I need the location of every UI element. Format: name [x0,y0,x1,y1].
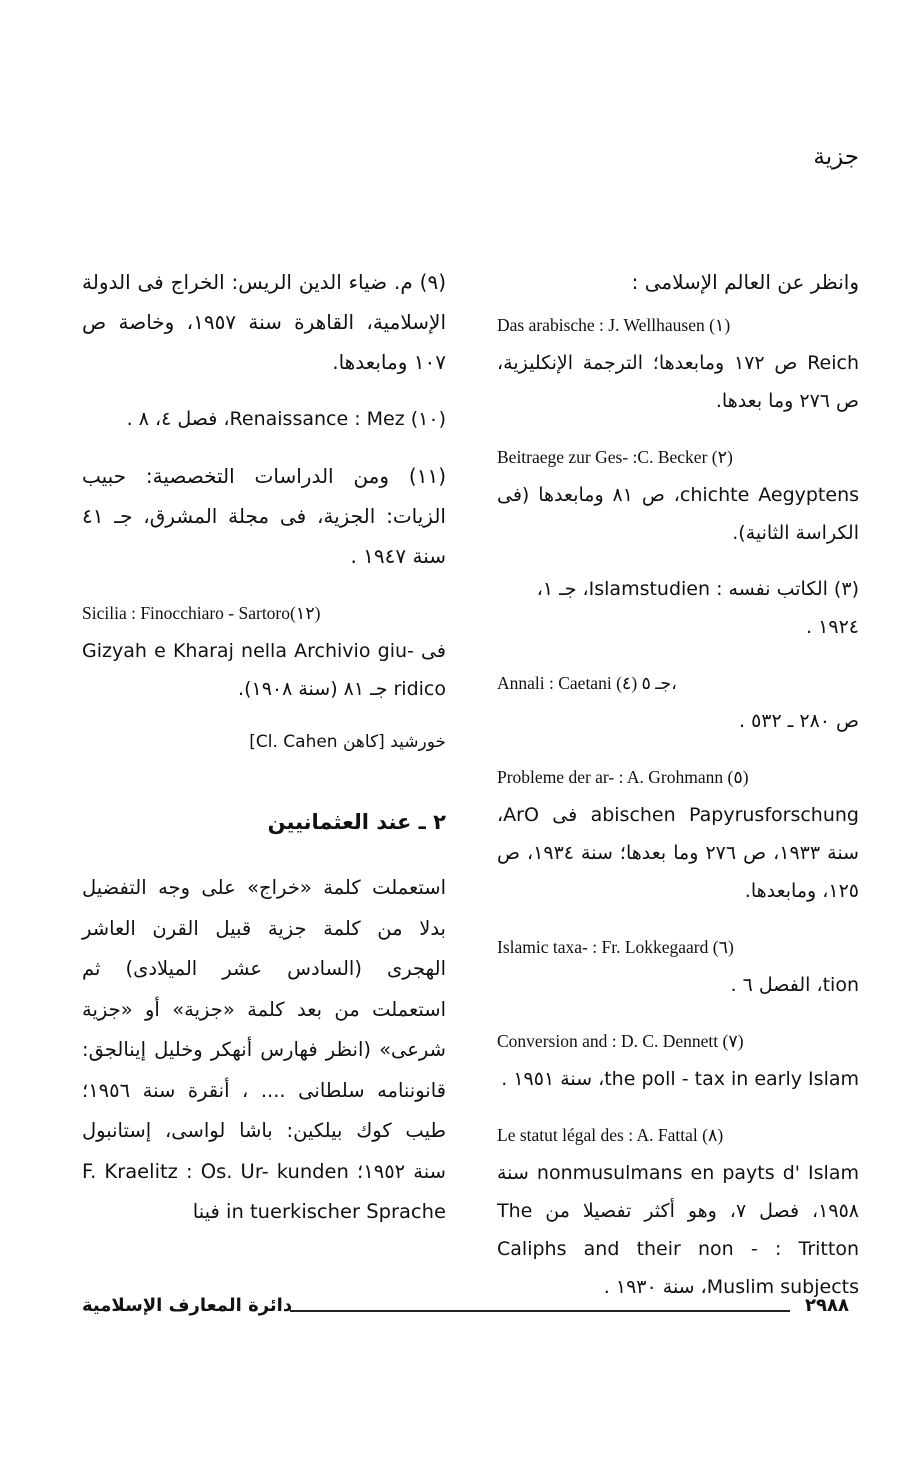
footnote-7-latin: Conversion and : D. C. Dennett (٧) [497,1031,744,1051]
footnote-11 [82,456,446,576]
footnote-10-arabic: (١٠) Renaissance : Mez، فصل ٤، ٨ . [126,408,446,430]
footnote-8-arabic: nonmusulmans en payts d' Islam سنة ١٩٥٨، فصل ٧، وهو أكثر تفصيلا من The Caliphs and their non - : Tritton Muslim subjects، سنة ١٩٣٠ . [497,1162,859,1298]
footer-encyclopedia-title: دائرة المعارف الإسلامية [82,1295,293,1316]
footnote-1-latin: Das arabische : J. Wellhausen (١) [497,315,731,335]
right-column [497,262,859,1324]
footnote-4-arabic: ص ٢٨٠ ـ ٥٣٢ . [738,710,859,732]
footnote-12-arabic: فى Gizyah e Kharaj nella Archivio giu- ridico جـ ٨١ (سنة ١٩٠٨). [82,640,446,700]
footnote-2-latin: Beitraege zur Ges- :C. Becker (٢) [497,447,733,467]
footnote-3-arabic: ١٩٢٤ . [806,616,859,638]
footnote-3 [497,570,859,646]
footnote-1-arabic: Reich ص ١٧٢ ومابعدها؛ الترجمة الإنكليزية، ص ٢٧٦ وما بعدها. [497,352,859,412]
footnote-12-latin: Sicilia : Finocchiaro - Sartoro(١٢) [82,603,321,623]
footnote-6-latin: Islamic taxa- : Fr. Lokkegaard (٦) [497,937,734,957]
page-header-word: جزية [813,144,859,170]
footnote-6 [497,928,859,1004]
section-paragraph: استعملت كلمة «خراج» على وجه التفضيل بدلا من كلمة جزية قبيل القرن العاشر الهجرى (السادس عشر الميلادى) ثم استعملت من بعد كلمة «جزية» أو «جزية شرعى» (انظر فهارس أنهكر وخليل إينالجق: قانوننامه سلطانى .... ، أنقرة سنة ١٩٥٦؛ طيب كوك بيلكين: باشا لواسى، إستانبول سنة ١٩٥٢؛ F. Kraelitz : Os. Ur- kunden in tuerkischer Sprache فينا [82,876,446,1223]
references-intro: وانظر عن العالم الإسلامى : [631,270,859,294]
footer-page-number: ٢٩٨٨ [805,1295,849,1316]
footnote-7-arabic: the poll - tax in early Islam، سنة ١٩٥١ . [501,1068,859,1090]
footnote-6-arabic: tion، الفصل ٦ . [730,974,859,996]
section-heading: ٢ ـ عند العثمانيين [267,810,446,834]
footnote-2-arabic: chichte Aegyptens، ص ٨١ ومابعدها (فى الكراسة الثانية). [497,484,860,544]
footnote-12 [82,594,446,708]
footer-divider [290,1310,790,1312]
footnote-2 [497,438,859,552]
footnote-3-line: (٣) الكاتب نفسه : Islamstudien، جـ ١، [536,578,859,600]
article-author: خورشيد [كاهن Cl. Cahen] [249,732,446,752]
footnote-8-latin: Le statut légal des : A. Fattal (٨) [497,1125,724,1145]
footnote-5-latin: Probleme der ar- : A. Grohmann (٥) [497,767,749,787]
footnote-9-arabic: (٩) م. ضياء الدين الريس: الخراج فى الدولة الإسلامية، القاهرة سنة ١٩٥٧، وخاصة ص ١٠٧ ومابعدها. [82,270,446,374]
left-column [82,262,446,1233]
footnote-1 [497,306,859,420]
footnote-5 [497,758,859,910]
footnote-11-arabic: (١١) ومن الدراسات التخصصية: حبيب الزيات: الجزية، فى مجلة المشرق، جـ ٤١ سنة ١٩٤٧ . [82,464,446,568]
footnote-4-latin: Annali : Caetani (٤) جـ ٥، [497,673,677,693]
footnote-5-arabic: abischen Papyrusforschung فى ArO، سنة ١٩٣٣، ص ٢٧٦ وما بعدها؛ سنة ١٩٣٤، ص ١٢٥، ومابعدها. [497,804,859,902]
footnote-7 [497,1022,859,1098]
footnote-9 [82,262,446,382]
footnote-8 [497,1116,859,1306]
footnote-10 [82,400,446,438]
footnote-4 [497,664,859,740]
